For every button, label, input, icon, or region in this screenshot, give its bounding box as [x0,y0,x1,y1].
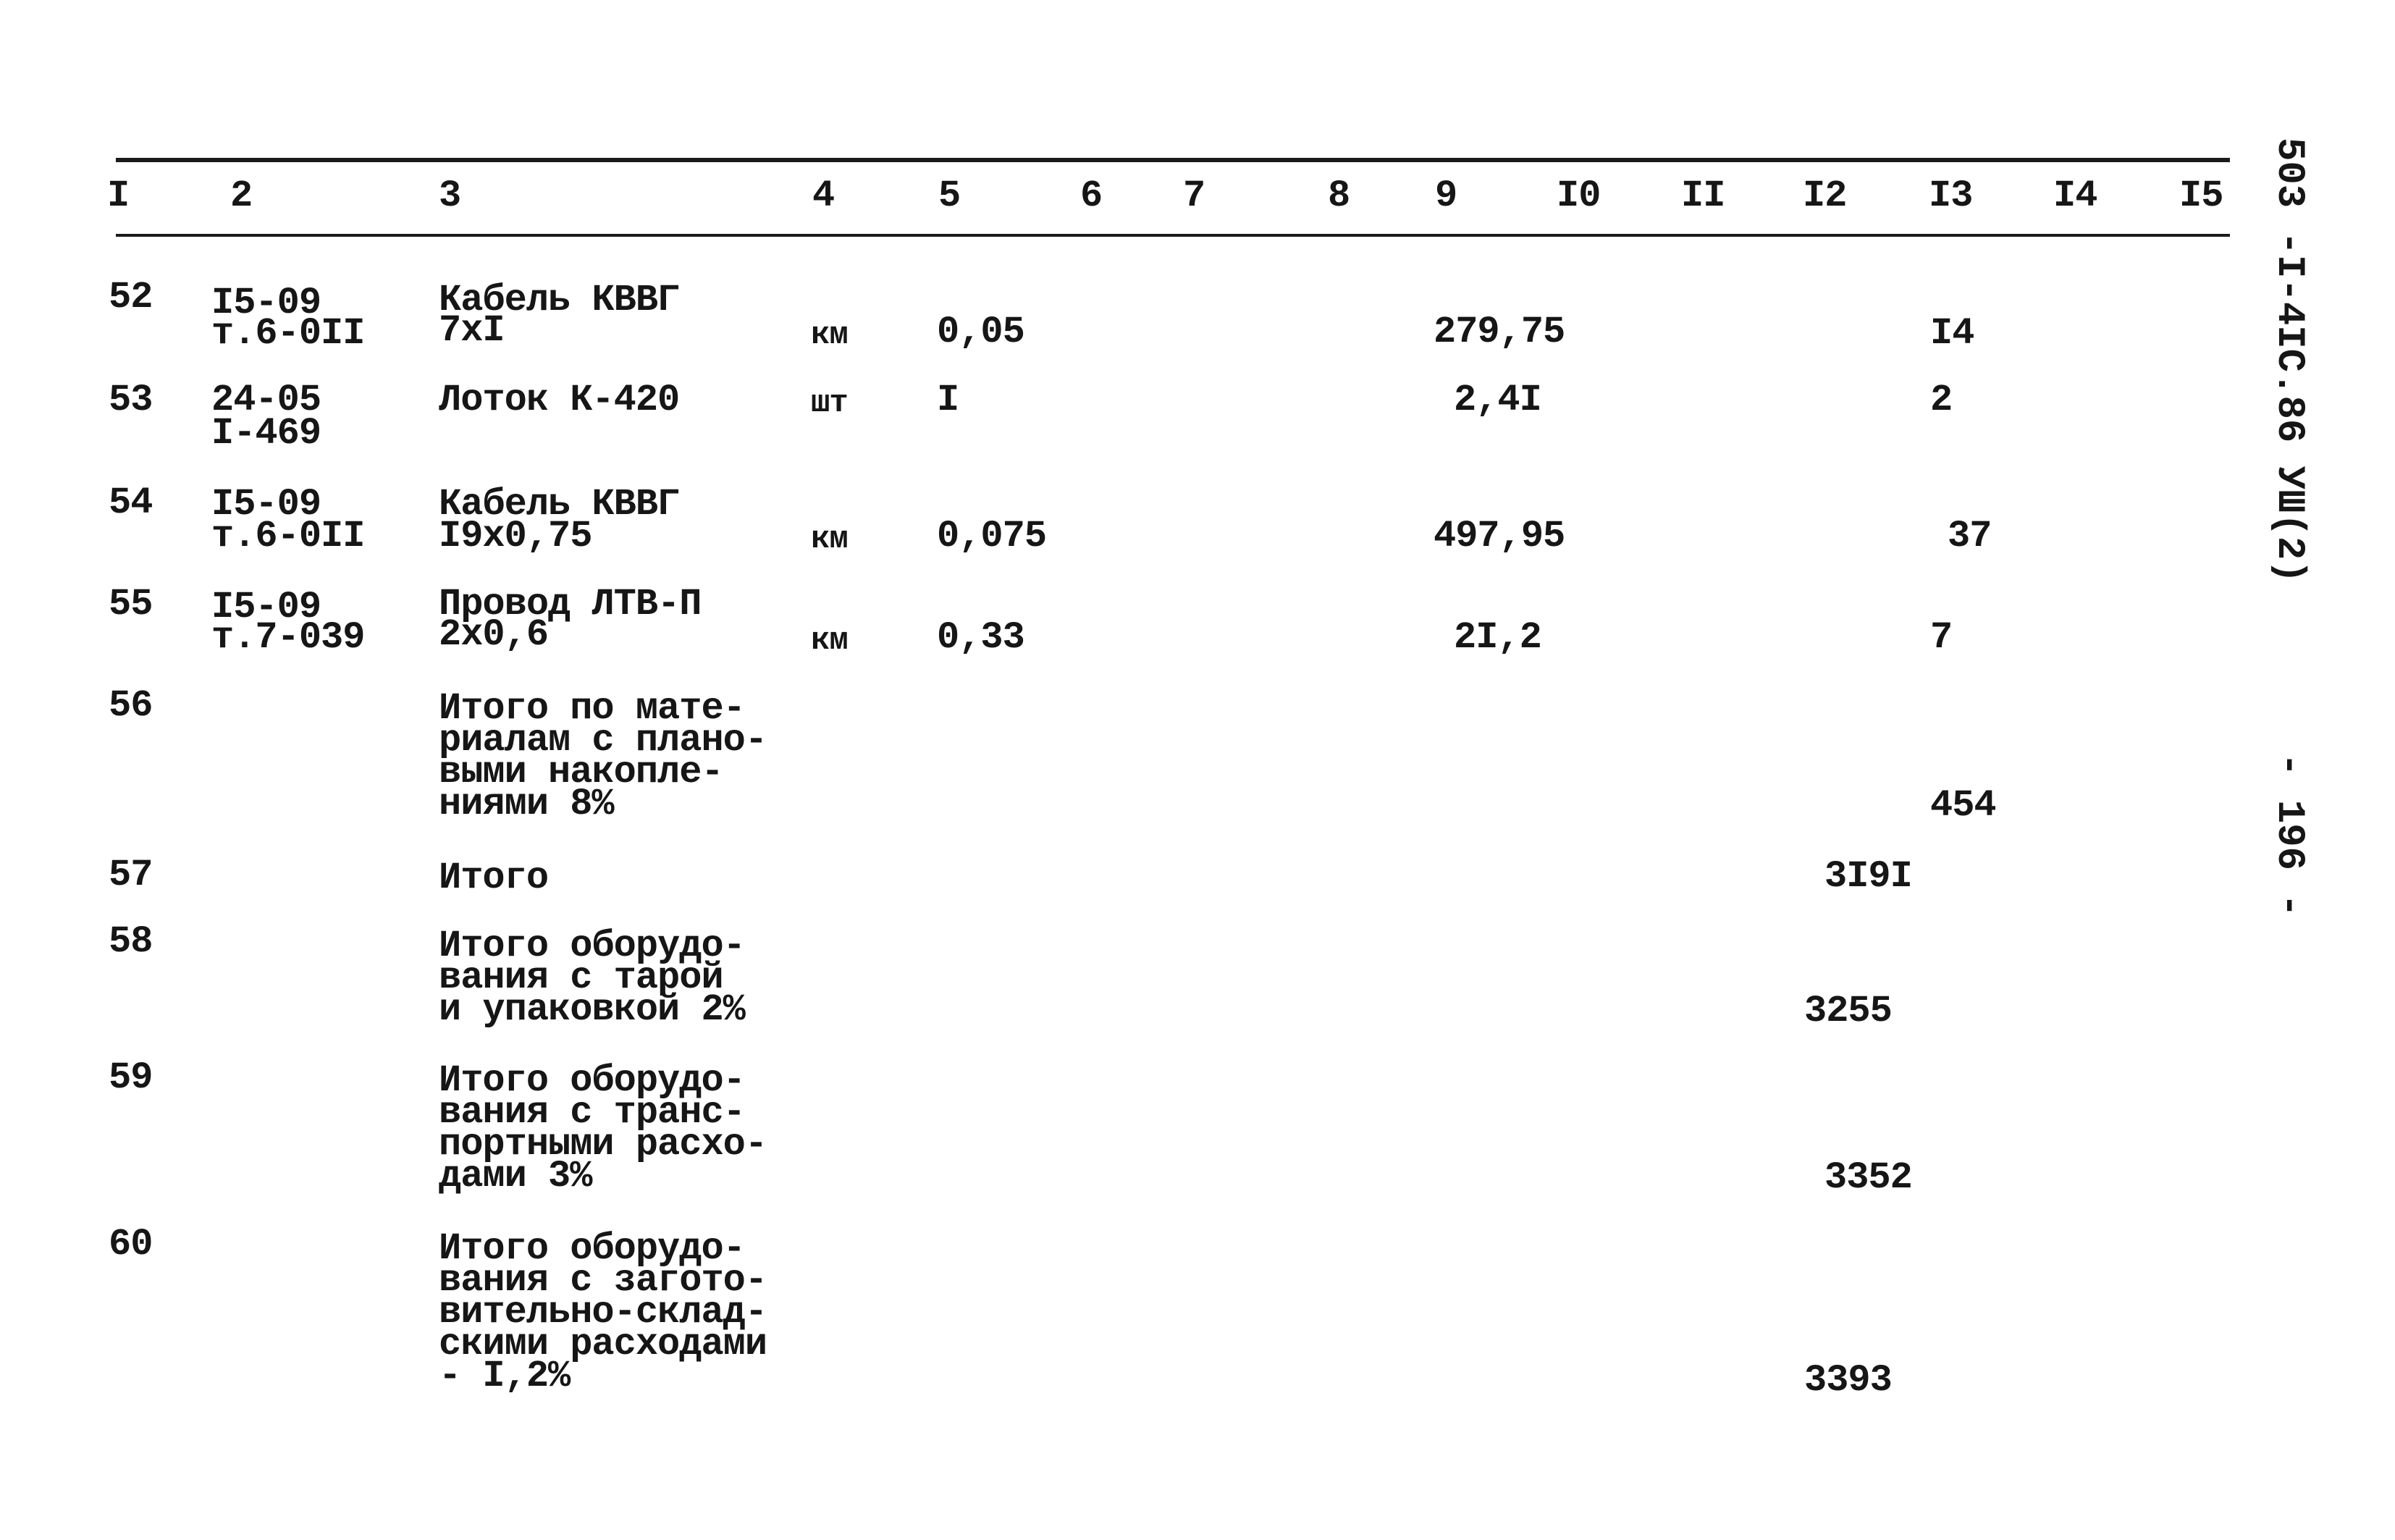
unit-price: 279,75 [1434,311,1565,353]
unit: км [811,521,848,557]
col13-value: 37 [1948,515,1992,557]
quantity: 0,05 [937,311,1024,353]
item-name-line: риалам с плано- [439,719,767,762]
item-name-line: - I,2% [439,1355,571,1397]
row-number: 54 [109,481,153,524]
norm-code-sub: I-469 [211,412,321,455]
item-name-line: дами 3% [439,1155,592,1198]
row-number: 52 [109,276,153,319]
document-code: 503 -I-4IC.86 УШ(2) [2267,138,2311,584]
item-name-sub: 7xI [439,309,505,352]
norm-code-sub: т.6-0II [211,312,365,355]
item-name-line: вительно-склад- [439,1291,767,1334]
row-number: 53 [109,379,153,421]
col-header-7: 7 [1183,174,1205,217]
col-header-4: 4 [812,174,835,217]
norm-code: I5-09 [211,586,321,628]
col-header-1: I [107,174,130,217]
norm-code-sub: т.6-0II [211,515,365,557]
item-name-line: Итого оборудо- [439,1227,745,1270]
col13-value: 7 [1930,616,1953,659]
unit: км [811,623,848,659]
col12-value: 3393 [1804,1359,1892,1402]
item-name-line: портными расхо- [439,1123,767,1166]
item-name: Провод ЛТВ-П [439,583,702,626]
col-header-12: I2 [1803,174,1847,217]
row-number: 56 [109,684,153,727]
col-header-15: I5 [2179,174,2223,217]
item-name-line: вания с транс- [439,1091,745,1134]
quantity: 0,075 [937,515,1047,557]
unit: шт [811,385,848,421]
col-header-3: 3 [439,174,461,217]
item-name-line: вания с тарой [439,956,723,999]
item-name-line: вания с загото- [439,1259,767,1302]
col-header-9: 9 [1435,174,1457,217]
col-header-8: 8 [1328,174,1350,217]
unit-price: 497,95 [1434,515,1565,557]
row-number: 59 [109,1056,153,1099]
norm-code: 24-05 [211,379,321,421]
col12-value: 3I9I [1824,855,1912,898]
col-header-11: II [1681,174,1725,217]
quantity: I [937,379,959,421]
col12-value: 3255 [1804,990,1892,1032]
row-number: 60 [109,1223,153,1266]
col-header-13: I3 [1929,174,1973,217]
item-name-line: Итого [439,857,549,899]
quantity: 0,33 [937,616,1024,659]
item-name-line: Итого оборудо- [439,925,745,967]
item-name-sub: I9x0,75 [439,515,592,557]
item-name-line: и упаковкой 2% [439,988,745,1031]
col-header-14: I4 [2053,174,2097,217]
header-bottom-rule [116,234,2230,237]
item-name-sub: 2x0,6 [439,613,549,656]
item-name-line: выми накопле- [439,751,723,794]
col13-value: I4 [1930,312,1974,355]
col-header-6: 6 [1080,174,1103,217]
norm-code: I5-09 [211,282,321,324]
col-header-2: 2 [230,174,253,217]
item-name: Кабель КВВГ [439,279,680,321]
norm-code-sub: т.7-039 [211,616,365,659]
col12-value: 3352 [1824,1156,1912,1199]
unit: км [811,317,848,353]
col13-value: 2 [1930,379,1953,421]
col13-value: 454 [1930,784,1996,827]
item-name: Лоток К-420 [439,379,680,421]
table-top-rule [116,158,2230,162]
col-header-10: I0 [1557,174,1601,217]
item-name-line: Итого по мате- [439,687,745,730]
row-number: 55 [109,583,153,626]
item-name-line: Итого оборудо- [439,1059,745,1102]
item-name-line: ниями 8% [439,783,614,825]
row-number: 58 [109,920,153,963]
unit-price: 2,4I [1454,379,1541,421]
unit-price: 2I,2 [1454,616,1541,659]
col-header-5: 5 [938,174,961,217]
row-number: 57 [109,854,153,896]
page-number: - 196 - [2267,753,2311,917]
norm-code: I5-09 [211,483,321,526]
item-name-line: скими расходами [439,1323,767,1366]
item-name: Кабель КВВГ [439,483,680,526]
